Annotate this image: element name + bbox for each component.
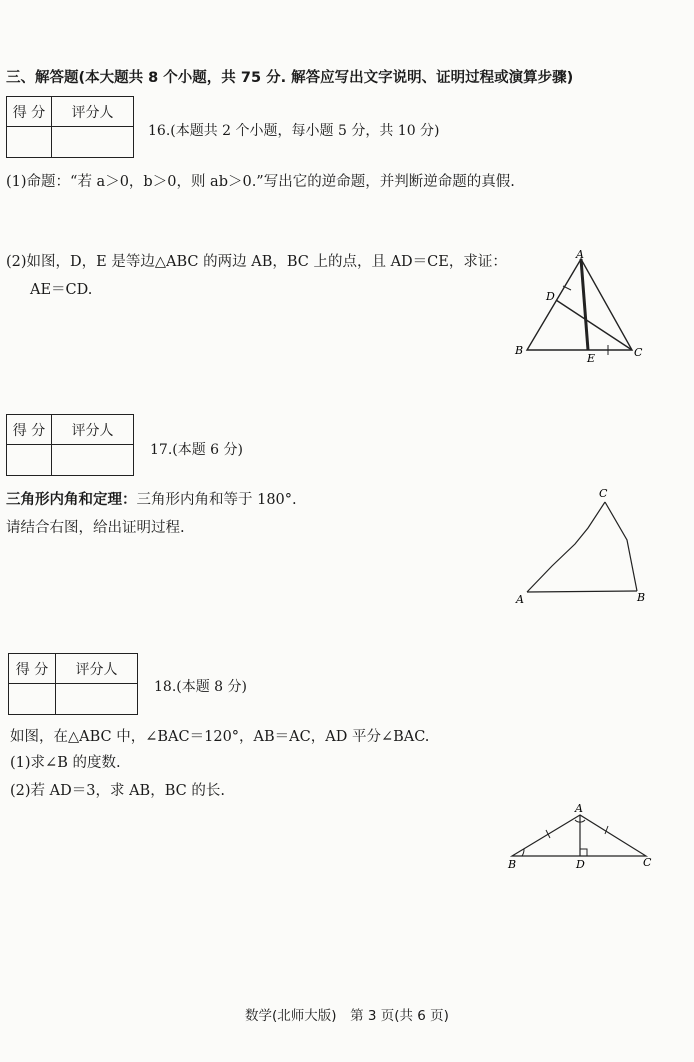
q16-label-b: B [515,344,524,357]
q18-triangle-abc [512,815,646,856]
q16-label-e: E [587,352,596,365]
score-label: 得 分 [9,654,56,684]
q18-stem: 如图，在△ABC 中，∠BAC＝120°，AB＝AC，AD 平分∠BAC. [10,729,430,745]
q16-part2-line2: AE＝CD. [30,282,93,298]
q17-heading: 17.(本题 6 分) [150,442,243,458]
q16-part2-line1: (2)如图，D，E 是等边△ABC 的两边 AB，BC 上的点，且 AD＝CE，求证： [6,254,507,270]
q17-theorem-title: 三角形内角和定理： [6,492,137,508]
q17-label-a: A [516,593,524,606]
q18-part2: (2)若 AD＝3，求 AB，BC 的长. [10,783,225,799]
q17-label-b: B [637,591,646,604]
q18-label-a: A [575,802,583,815]
section-title: 三、解答题(本大题共 8 个小题，共 75 分. 解答应写出文字说明、证明过程或演算步骤) [6,70,574,86]
q17-instruction: 请结合右图，给出证明过程. [6,520,185,536]
q16-label-c: C [634,346,643,359]
q17-theorem-body: 三角形内角和等于 180°. [136,492,297,508]
q18-right-angle-mark [580,849,587,856]
page-footer: 数学(北师大版) 第 3 页(共 6 页) [245,1008,449,1024]
q16-label-a: A [576,248,584,261]
grader-label: 评分人 [52,415,134,445]
score-label: 得 分 [7,415,52,445]
q17-label-c: C [599,487,608,500]
q18-label-c: C [643,856,652,869]
q18-label-b: B [508,858,517,871]
q16-heading: 16.(本题共 2 个小题，每小题 5 分，共 10 分) [148,123,440,139]
q16-label-d: D [546,290,555,303]
q16-part1: (1)命题：“若 a＞0，b＞0，则 ab＞0.”写出它的逆命题，并判断逆命题的真假. [6,174,515,190]
q18-label-d: D [576,858,585,871]
score-label: 得 分 [7,97,52,127]
grader-label: 评分人 [52,97,134,127]
q18-part1: (1)求∠B 的度数. [10,755,121,771]
q18-heading: 18.(本题 8 分) [154,679,247,695]
grader-label: 评分人 [56,654,138,684]
